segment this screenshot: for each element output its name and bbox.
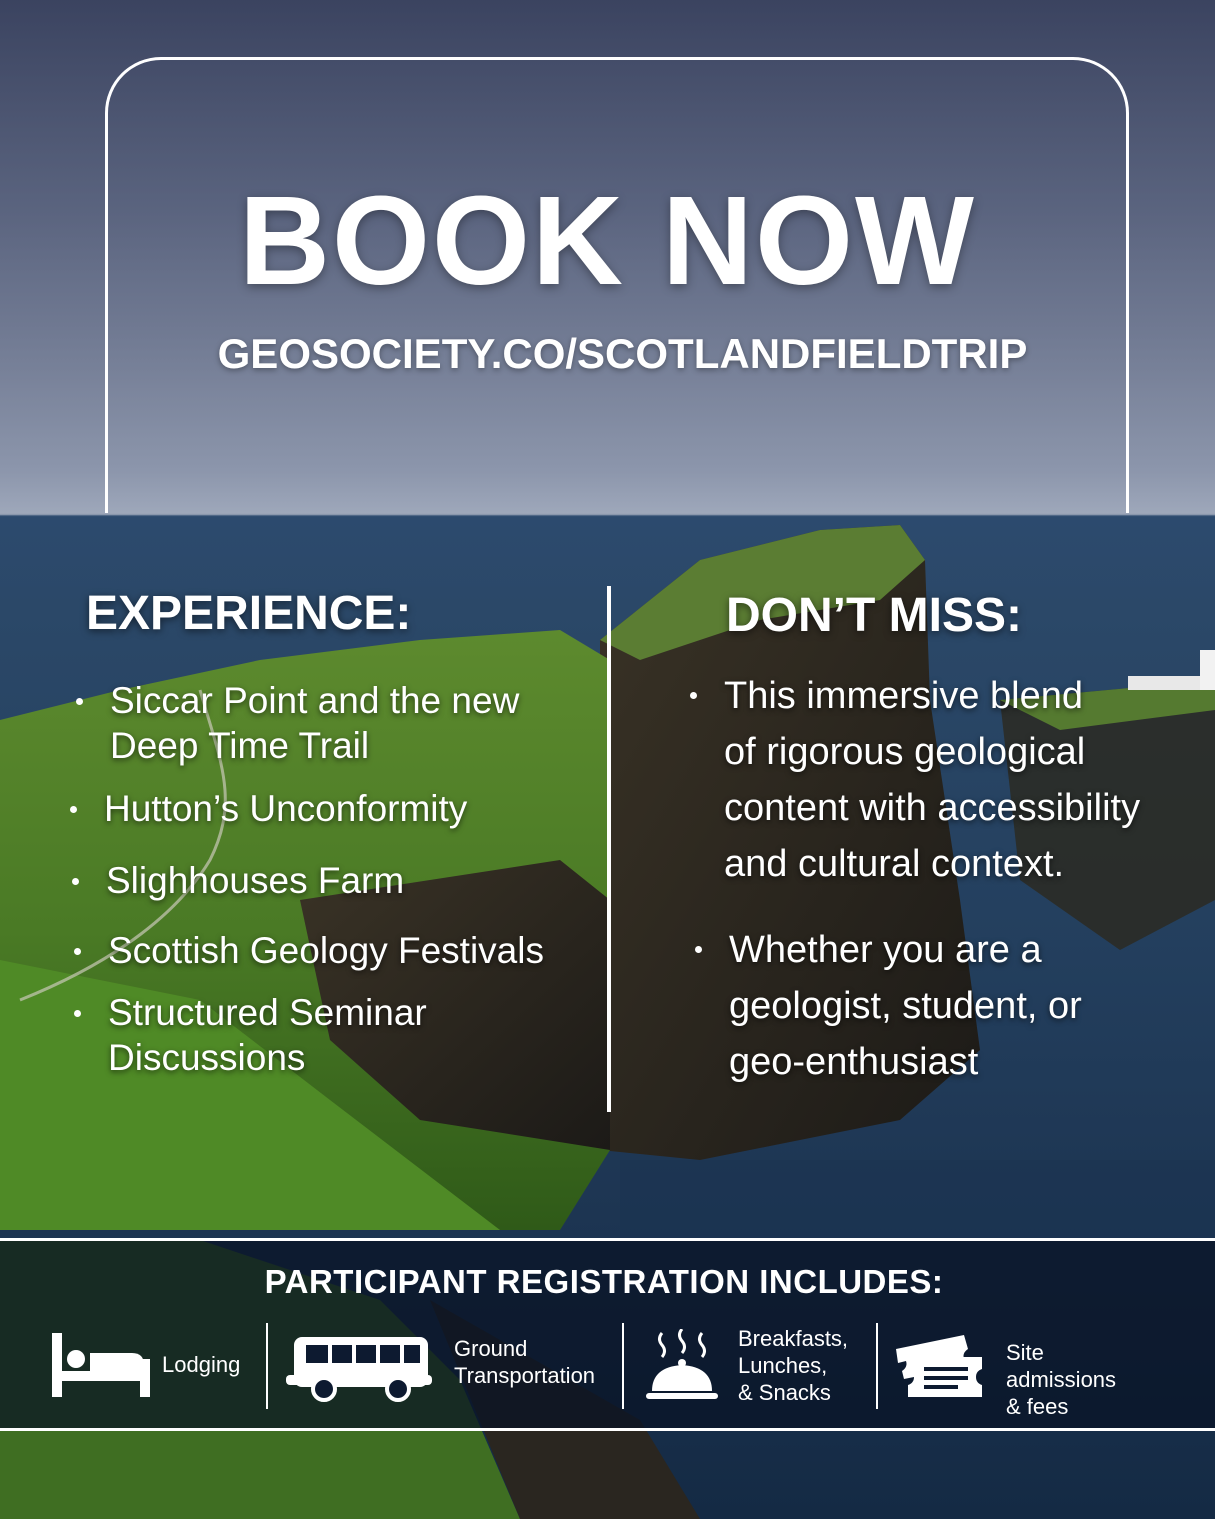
list-item: Siccar Point and the new Deep Time Trail [110,678,519,768]
bullet-icon [70,806,77,813]
transportation-label: Ground Transportation [454,1336,596,1388]
column-divider [607,586,611,1112]
registration-title: PARTICIPANT REGISTRATION INCLUDES: [264,1263,944,1300]
bed-icon [52,1333,150,1397]
dont-miss-heading: DON’T MISS: [726,589,1022,642]
bus-icon [286,1337,432,1403]
bullet-icon [74,1010,81,1017]
list-item: Scottish Geology Festivals [108,928,544,973]
bullet-icon [72,878,79,885]
list-item: Hutton’s Unconformity [104,786,467,831]
registration-band [0,1238,1215,1431]
food-cloche-icon [646,1329,718,1403]
item-divider [622,1323,624,1409]
ticket-icon [894,1335,988,1399]
bullet-icon [74,948,81,955]
item-divider [266,1323,268,1409]
registration-item-meals [646,1326,849,1408]
booking-url-link[interactable]: GEOSOCIETY.CO/SCOTLANDFIELDTRIP [217,330,1028,377]
meals-label: Breakfasts, Lunches, & Snacks [738,1326,849,1405]
registration-item-admissions [894,1335,1117,1419]
experience-heading: EXPERIENCE: [86,587,412,640]
list-item: This immersive blend of rigorous geological content with accessibility and cultural context. [724,668,1140,892]
bullet-icon [690,692,697,699]
registration-item-transportation [286,1336,596,1408]
admissions-label: Site admissions & fees [1006,1340,1117,1419]
lodging-label: Lodging [162,1352,241,1377]
list-item: Structured Seminar Discussions [108,990,427,1080]
list-item: Slighhouses Farm [106,858,404,903]
item-divider [876,1323,878,1409]
bullet-icon [76,698,83,705]
page-title: BOOK NOW [239,170,976,311]
list-item: Whether you are a geologist, student, or geo-enthusiast [729,922,1082,1090]
bullet-icon [695,946,702,953]
registration-item-lodging [52,1333,241,1402]
